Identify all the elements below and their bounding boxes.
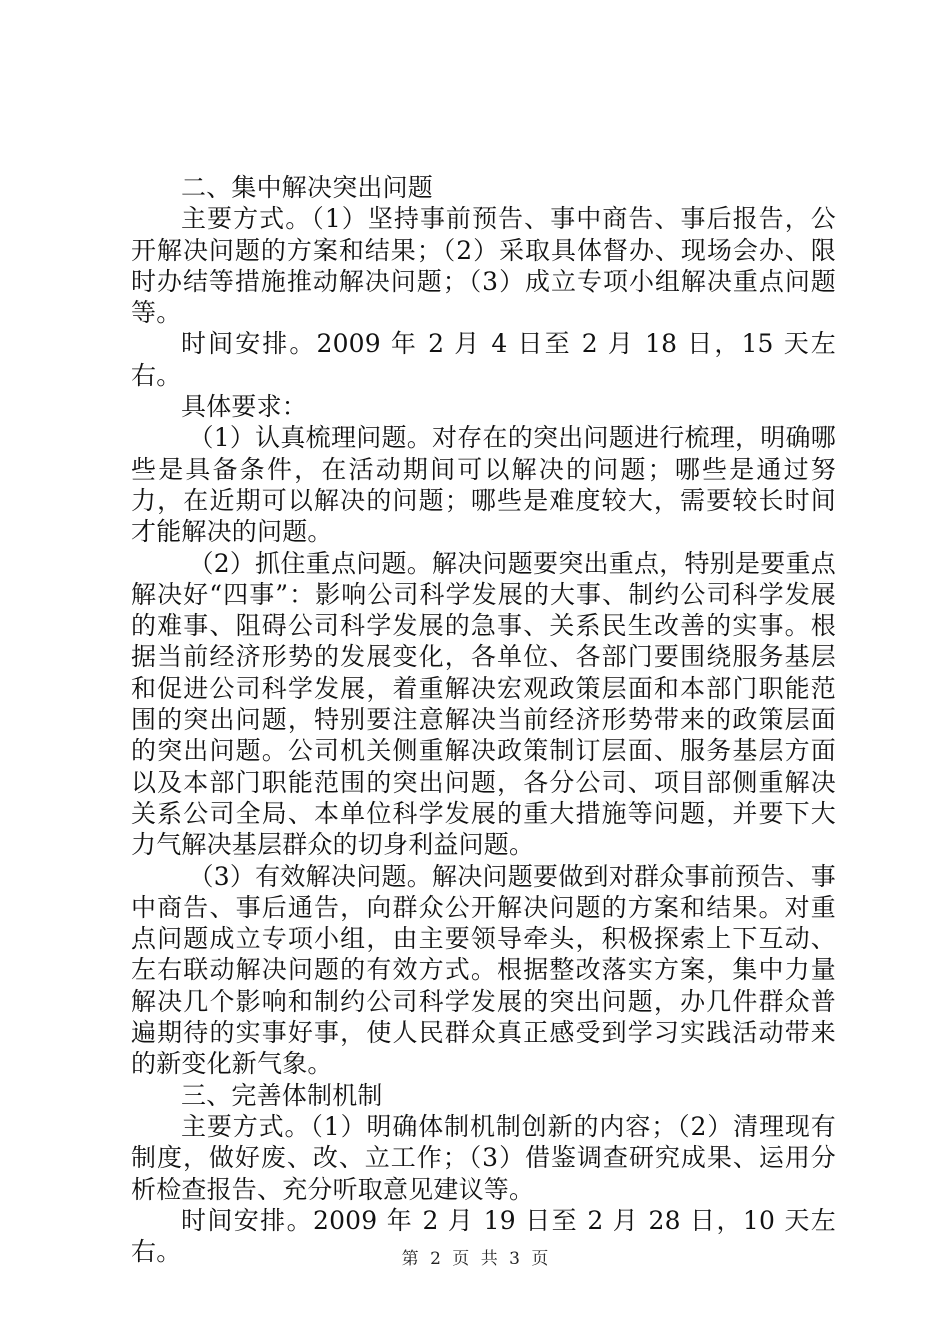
section-heading-three: 三、完善体制机制 — [181, 1080, 383, 1110]
paragraph-schedule-2: 时间安排。2009 年 2 月 19 日至 2 月 28 日，10 天左右。 — [131, 1205, 836, 1267]
section-heading-two: 二、集中解决突出问题 — [181, 173, 434, 202]
paragraph-requirements-title: 具体要求： — [181, 392, 308, 422]
paragraph-requirement-2: （2）抓住重点问题。解决问题要突出重点，特别是要重点解决好“四事”：影响公司科学发展的大事、制约公司科学发展的难事、阻碍公司科学发展的急事、关系民生改善的实事。根据当前经济形势的发展变化，各单位、各部门要围绕服务基层和促进公司科学发展，着重解决宏观政策层面和本部门职能范围的突出问题，特别要注意解决当前经济形势带来的政策层面的突出问题。公司机关侧重解决政策制订层面、服务基层方面以及本部门职能范围的突出问题，各分公司、项目部侧重解决关系公司全局、本单位科学发展的重大措施等问题，并要下大力气解决基层群众的切身利益问题。 — [131, 548, 836, 860]
page-number-footer: 第 2 页 共 3 页 — [401, 1249, 549, 1269]
paragraph-main-method-2: 主要方式。（1）明确体制机制创新的内容；（2）清理现有制度，做好废、改、立工作；（3）借鉴调查研究成果、运用分析检查报告、充分听取意见建议等。 — [131, 1111, 836, 1204]
paragraph-requirement-1: （1）认真梳理问题。对存在的突出问题进行梳理，明确哪些是具备条件，在活动期间可以解决的问题；哪些是通过努力，在近期可以解决的问题；哪些是难度较大，需要较长时间才能解决的问题。 — [131, 423, 836, 547]
paragraph-schedule: 时间安排。2009 年 2 月 4 日至 2 月 18 日，15 天左右。 — [131, 329, 836, 390]
paragraph-requirement-3: （3）有效解决问题。解决问题要做到对群众事前预告、事中商告、事后通告，向群众公开解决问题的方案和结果。对重点问题成立专项小组，由主要领导牵头，积极探索上下互动、左右联动解决问题的有效方式。根据整改落实方案，集中力量解决几个影响和制约公司科学发展的突出问题，办几件群众普遍期待的实事好事，使人民群众真正感受到学习实践活动带来的新变化新气象。 — [131, 861, 836, 1079]
document-body — [131, 172, 836, 1267]
paragraph-main-method: 主要方式。（1）坚持事前预告、事中商告、事后报告，公开解决问题的方案和结果；（2）采取具体督办、现场会办、限时办结等措施推动解决问题；（3）成立专项小组解决重点问题等。 — [131, 204, 836, 328]
